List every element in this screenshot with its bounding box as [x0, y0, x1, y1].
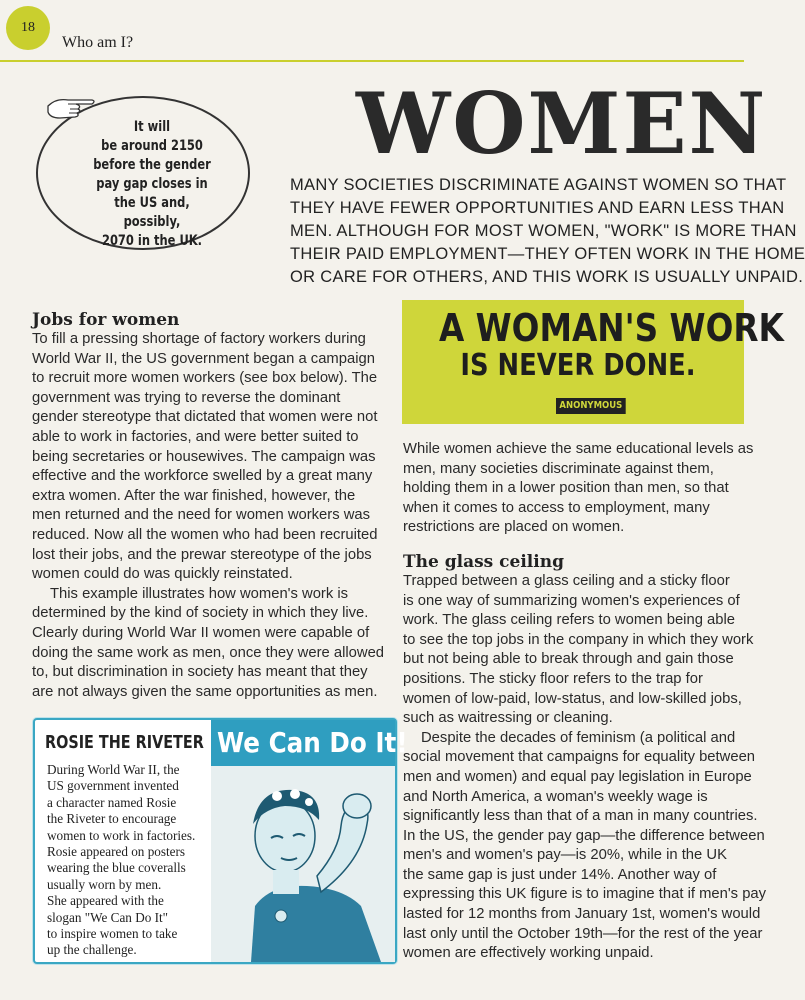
- rosie-line: She appeared with the: [47, 893, 164, 909]
- rosie-line: to inspire women to take: [47, 926, 178, 942]
- bubble-line: be around 2150: [101, 138, 203, 154]
- quote-attribution: ANONYMOUS: [556, 398, 626, 414]
- jobs-paragraph-1: To fill a pressing shortage of factory workers during World War II, the US government began a campaign to recruit more women workers (see box below). The government was trying to reverse the dominant gender stereotype that dictated that women were not able to work in factories, and were better suited to being secretaries or housewives. The campaign was effective and the workforce swelled by a great many extra women. After the war finished, however, the men returned and the need for women workers was reduced. Now all the women who had been recruited lost their jobs, and the prewar stereotype of the jobs women could do was quickly reinstated.: [32, 331, 378, 583]
- text-line: lasted for 12 months from January 1st, women's would: [403, 906, 761, 923]
- bubble-line: pay gap closes in: [96, 176, 208, 192]
- text-line: significantly less than that of a man in many countries.: [403, 808, 758, 825]
- text-line: last only until the October 19th—for the rest of the year: [403, 925, 763, 942]
- right-paragraph-1: [403, 440, 754, 538]
- rosie-title: ROSIE THE RIVETER: [45, 732, 204, 753]
- intro-line: THEIR PAID EMPLOYMENT—THEY OFTEN WORK IN THE HOME: [290, 245, 805, 263]
- rosie-line: the Riveter to encourage: [47, 811, 177, 827]
- rosie-line: wearing the blue coveralls: [47, 860, 186, 876]
- rosie-line: up the challenge.: [47, 942, 137, 958]
- text-line: restrictions are placed on women.: [403, 519, 625, 536]
- page-header: [0, 0, 744, 64]
- rosie-line: usually worn by men.: [47, 876, 162, 892]
- text-line: and North America, a woman's weekly wage is: [403, 788, 708, 805]
- text-line: holding them in a lower position than men, so that: [403, 480, 729, 497]
- running-head: Who am I?: [62, 34, 134, 51]
- intro-line: OR CARE FOR OTHERS, AND THIS WORK IS USUALLY UNPAID.: [290, 268, 804, 286]
- rosie-line: women to work in factories.: [47, 827, 196, 843]
- text-line: work. The glass ceiling refers to women being able: [403, 612, 736, 629]
- quote-line-1: A WOMAN'S WORK: [438, 306, 784, 350]
- text-line: men, many societies discriminate against them,: [403, 460, 714, 477]
- fact-bubble-text: [86, 118, 217, 251]
- left-column: [32, 310, 388, 702]
- text-line: men and women) and equal pay legislation in Europe: [403, 768, 752, 785]
- text-line: such as waitressing or cleaning.: [403, 710, 613, 727]
- text-line: women are effectively working unpaid.: [403, 945, 654, 962]
- rosie-text: [47, 762, 217, 959]
- intro-line: THEY HAVE FEWER OPPORTUNITIES AND EARN LESS THAN: [290, 199, 785, 217]
- rosie-line: a character named Rosie: [47, 794, 177, 810]
- bubble-line: before the gender: [93, 157, 211, 173]
- header-rule: [0, 60, 744, 62]
- bubble-line: 2070 in the UK.: [101, 233, 203, 249]
- text-line: positions. The sticky floor refers to the trap for: [403, 670, 703, 687]
- rosie-box: [33, 718, 408, 964]
- jobs-paragraph-2: This example illustrates how women's work is determined by the kind of society in which they live. Clearly during World War II women were capable of doing the same work as men, once they were allowed to, but discrimination in society has meant that they are not always given the same opportunities as men.: [32, 585, 385, 700]
- text-line: the same gap is just under 14%. Another way of: [403, 866, 717, 883]
- text-line: to see the top jobs in the company in which they work: [403, 631, 754, 648]
- jobs-heading: Jobs for women: [32, 310, 180, 330]
- glass-ceiling-heading: The glass ceiling: [403, 551, 564, 572]
- text-line: social movement that campaigns for equality between: [403, 749, 756, 766]
- jobs-body: [32, 330, 388, 702]
- right-paragraph-3: [403, 729, 767, 964]
- text-line: men's and women's pay—is 20%, while in the UK: [403, 847, 727, 864]
- chapter-title: WOMEN: [356, 74, 768, 173]
- text-line: Trapped between a glass ceiling and a sticky floor: [403, 572, 730, 589]
- text-line: when it comes to access to employment, many: [403, 499, 710, 516]
- rosie-line: slogan "We Can Do It": [47, 909, 169, 925]
- right-paragraph-2: [403, 572, 754, 729]
- page-number-badge: [0, 0, 59, 59]
- rosie-line: Rosie appeared on posters: [47, 844, 186, 860]
- intro-line: MEN. ALTHOUGH FOR MOST WOMEN, "WORK" IS MORE THAN: [290, 222, 797, 240]
- bubble-line: It will: [133, 119, 171, 135]
- quote-box: [402, 300, 784, 424]
- text-line: expressing this UK figure is to imagine that if men's pay: [403, 886, 767, 903]
- rosie-figure-illustration: [211, 766, 395, 962]
- text-line: but not being able to break through and gain those: [403, 651, 734, 668]
- poster-slogan-banner: [211, 720, 408, 766]
- rosie-line: During World War II, the: [47, 762, 180, 777]
- right-column: [403, 440, 767, 964]
- quote-line-2: IS NEVER DONE.: [460, 348, 696, 383]
- rosie-line: US government invented: [47, 778, 179, 794]
- rosie-poster: [211, 720, 408, 962]
- text-line: is one way of summarizing women's experiences of: [403, 592, 740, 609]
- page-number: 18: [21, 20, 35, 35]
- intro-text: [290, 174, 805, 289]
- poster-slogan: We Can Do It!: [217, 726, 408, 759]
- text-line: In the US, the gender pay gap—the difference between: [403, 827, 765, 844]
- text-line: While women achieve the same educational levels as: [403, 441, 754, 457]
- intro-line: MANY SOCIETIES DISCRIMINATE AGAINST WOMEN SO THAT: [290, 176, 787, 194]
- text-line: Despite the decades of feminism (a political and: [421, 729, 736, 746]
- text-line: women of low-paid, low-status, and low-skilled jobs,: [403, 690, 742, 707]
- bubble-line: the US and, possibly,: [114, 195, 190, 230]
